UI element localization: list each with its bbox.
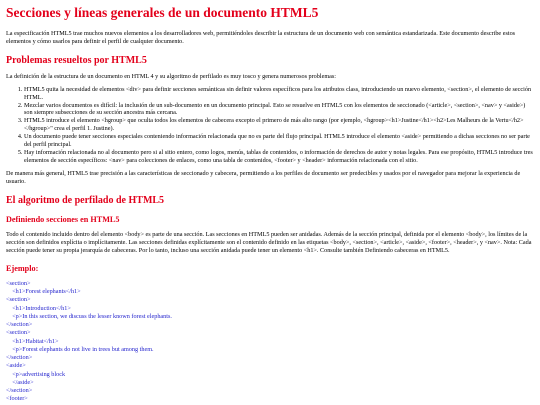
code-line: </aside> (6, 378, 34, 386)
problems-lead: La definición de la estructura de un documento en HTML 4 y su algoritmo de perfilado es muy tosco y genera numerosos problemas: (6, 72, 337, 80)
problems-list-item: 4. Un documento puede tener secciones especiales conteniendo información relacionada que no es parte del flujo principal. HTML5 introduce el elemento <aside> permitiendo a dichas secciones no ser parte del perfil principal. (24, 133, 534, 149)
code-line: <section> (6, 279, 31, 287)
intro-paragraph: La especificación HTML5 trae muchos nuevos elementos a los desarrolladores web, permitiéndoles describir la estructura de un documento web con semántica estandarizada. Este documento describe estos elementos y cómo usarlos para definir el perfil de cualquier documento. (6, 29, 516, 45)
code-line: <footer> (6, 395, 28, 403)
sections-body: Todo el contenido incluido dentro del elemento <body> es parte de una sección. Las secciones en HTML5 pueden ser anidadas. Además de la sección principal, definida por el elemento <body>, los límites de la sección son definidos explícita o implícitamente. Las secciones definidas explícitamente son el contenido definido en las etiquetas <body>, <section>, <article>, <aside>, <footer>, <header>, y <nav>. Nota: Cada sección puede tener su propia jerarquía de cabeceras. Por lo tanto, incluso una sección anidada puede tener un elemento <h1>. Consulte también Definiendo cabeceras en HTML5. (6, 230, 532, 254)
code-line: </section> (6, 354, 33, 361)
problems-list-item: 2. Mezclar varios documentos es difícil: la inclusión de un sub-documento en un documento principal. Esto se resuelve en HTML5 con los elementos de seccionado (<article>, <section>, <nav> y <aside>) son siempre subsecciones de su sección ancestra más cercana. (24, 102, 534, 118)
code-line: <p>In this section, we discuss the lesser known forest elephants. (6, 312, 172, 320)
code-line: <h1>Introduction</h1> (6, 304, 71, 312)
code-line: <p>Forest elephants do not live in trees but among them. (6, 345, 154, 353)
problems-list-item: 3. HTML5 introduce el elemento <hgroup> que oculta todos los elementos de cabecera excepto el primero de más alto rango (por ejemplo, <hgroup><h1>Justine</h1><h2>Les Malheurs de la Vertu</h2></hgroup>" crea el perfil 1. Justine). (24, 117, 534, 133)
problems-closing: De manera más general, HTML5 trae precisión a las características de seccionado y cabecera, permitiendo a los perfiles de documento ser predecibles y usados por el navegador para mejorar la experiencia de usuario. (6, 170, 521, 185)
code-line: </section> (6, 387, 33, 394)
code-line: </section> (6, 321, 33, 328)
problems-list-item: 1. HTML5 quita la necesidad de elementos <div> para definir secciones semánticas sin definir valores específicos para los atributos class, introduciendo un nuevo elemento, <section>, el elemento de sección HTML. (24, 86, 534, 102)
page-title: Secciones y líneas generales de un documento HTML5 (6, 5, 319, 20)
code-line: <aside> (6, 362, 26, 370)
code-line: <section> (6, 329, 31, 337)
code-line: <p>advertising block (6, 370, 66, 378)
example-label: Ejemplo: (6, 263, 39, 273)
problems-heading: Problemas resueltos por HTML5 (6, 54, 147, 66)
algorithm-heading: El algoritmo de perfilado de HTML5 (6, 194, 165, 206)
sections-subheading: Definiendo secciones en HTML5 (6, 214, 120, 224)
code-line: <section> (6, 296, 31, 304)
code-line: <h1>Forest elephants</h1> (6, 288, 81, 295)
problems-list (6, 86, 534, 165)
code-line: <h1>Habitat</h1> (6, 337, 59, 345)
code-example (6, 280, 534, 404)
problems-list-item: 5. Hay información relacionada no al documento pero si al sitio entero, como logos, menús, tablas de contenidos, o información de derechos de autor y notas legales. Para ese propósito, HTML5 introduce tres elementos de sección específicos: <nav> para colecciones de enlaces, como una tabla de contenidos, <footer> y <header> información relacionada con el sitio. (24, 149, 534, 165)
